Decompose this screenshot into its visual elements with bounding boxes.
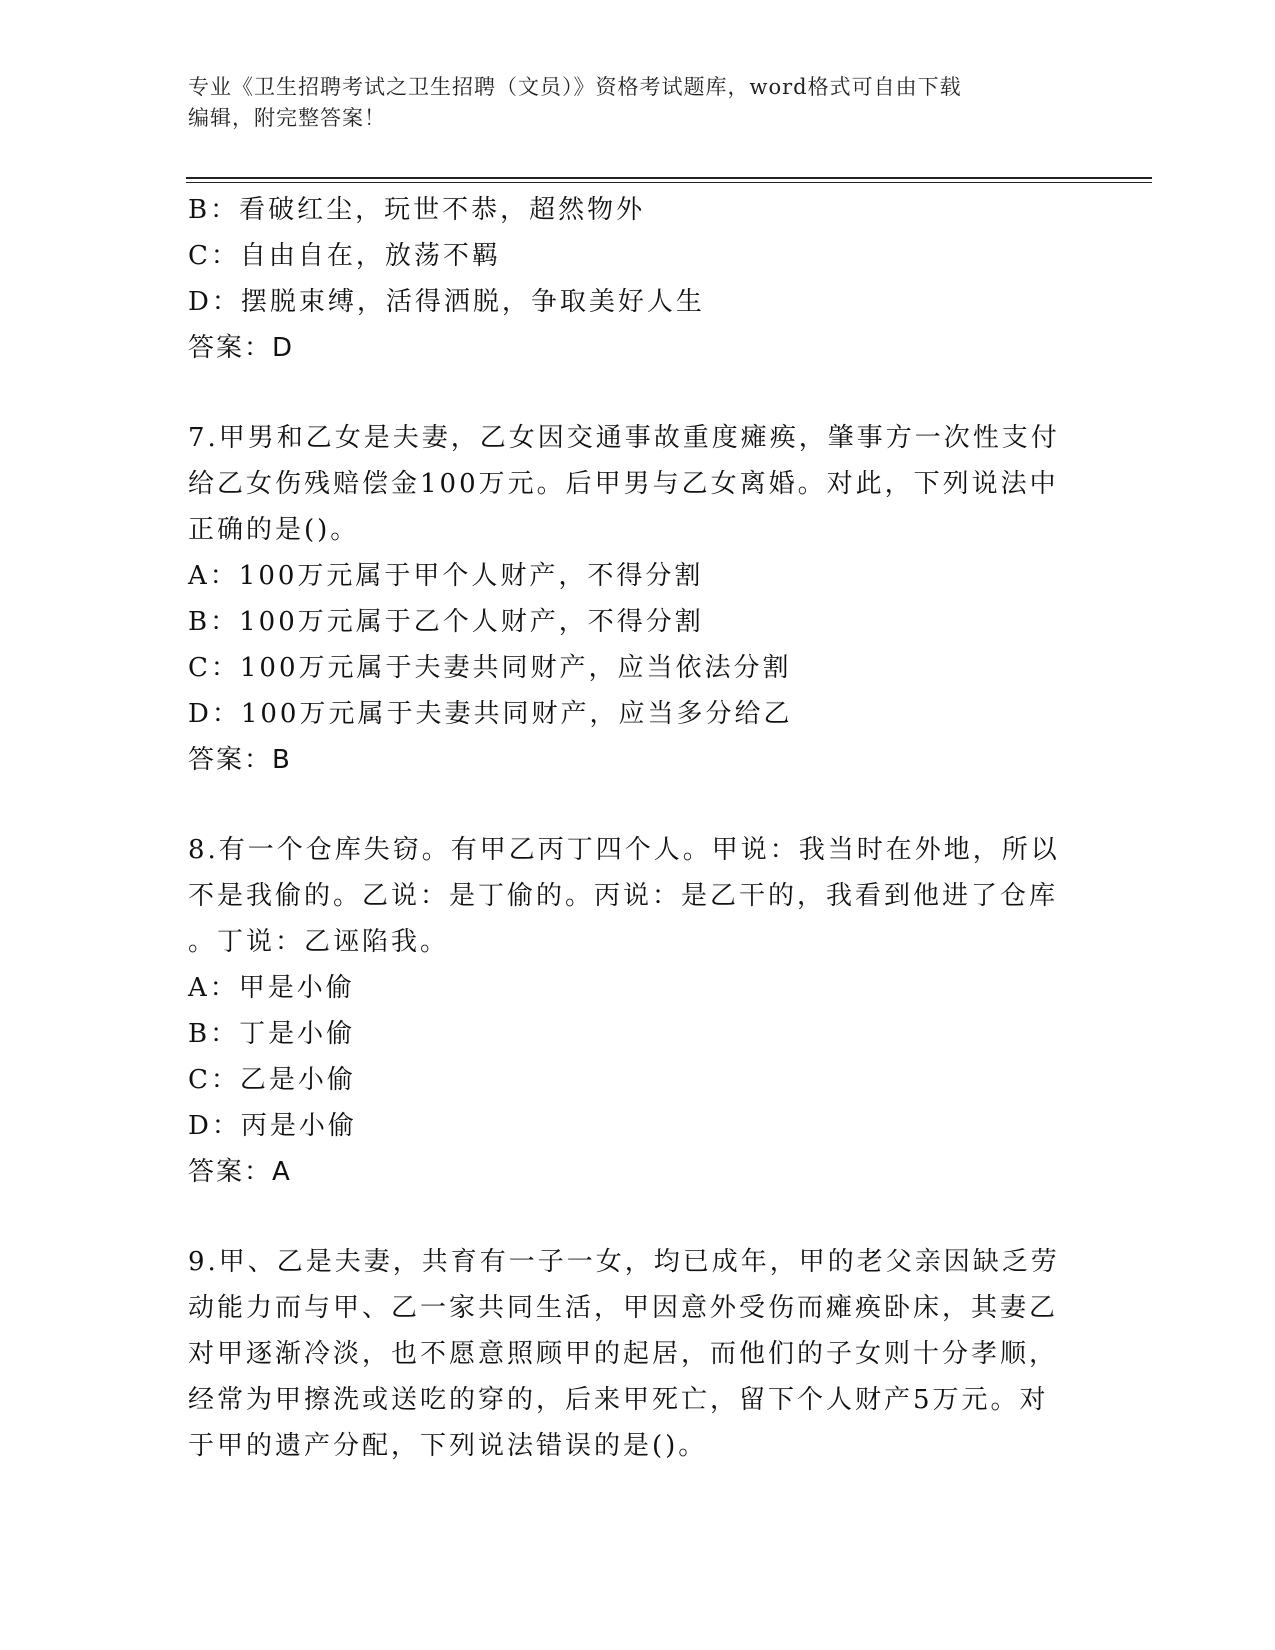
answer-line: 答案：A [188, 1157, 292, 1187]
header-line-1: 专业《卫生招聘考试之卫生招聘（文员）》资格考试题库，word格式可自由下载 [188, 75, 962, 99]
question-stem-line: 给乙女伤残赔偿金100万元。后甲男与乙女离婚。对此，下列说法中 [188, 469, 1059, 499]
header-line-2: 编辑，附完整答案！ [188, 106, 386, 130]
question-9 [188, 1239, 1068, 1469]
question-8 [188, 827, 1068, 1195]
answer-line: 答案：B [188, 745, 292, 775]
question-stem-line: 正确的是()。 [188, 515, 360, 545]
question-stem-line: 7.甲男和乙女是夫妻，乙女因交通事故重度瘫痪，肇事方一次性支付 [188, 423, 1060, 453]
question-stem-line: 对甲逐渐冷淡，也不愿意照顾甲的起居，而他们的子女则十分孝顺， [188, 1339, 1059, 1369]
previous-question-block [188, 187, 1068, 371]
question-stem-line: 于甲的遗产分配，下列说法错误的是()。 [188, 1431, 708, 1461]
option-b: B：看破红尘，玩世不恭，超然物外 [188, 195, 646, 225]
option-c: C：乙是小偷 [188, 1065, 356, 1095]
document-header [188, 72, 1088, 134]
option-d: D：100万元属于夫妻共同财产，应当多分给乙 [188, 699, 793, 729]
answer-line: 答案：D [188, 333, 295, 363]
option-a: A：100万元属于甲个人财产，不得分割 [188, 561, 704, 591]
option-c: C：100万元属于夫妻共同财产，应当依法分割 [188, 653, 792, 683]
option-b: B：丁是小偷 [188, 1019, 356, 1049]
question-stem-line: 动能力而与甲、乙一家共同生活，甲因意外受伤而瘫痪卧床，其妻乙 [188, 1293, 1059, 1323]
question-stem-line: 经常为甲擦洗或送吃的穿的，后来甲死亡，留下个人财产5万元。对 [188, 1385, 1049, 1415]
option-a: A：甲是小偷 [188, 973, 355, 1003]
question-stem-line: 不是我偷的。乙说：是丁偷的。丙说：是乙干的，我看到他进了仓库 [188, 881, 1059, 911]
question-spacer [188, 371, 1068, 415]
question-stem-line: 。丁说：乙诬陷我。 [188, 927, 450, 957]
header-rule-thick [186, 177, 1152, 179]
header-rule-thin [186, 182, 1152, 183]
question-content [188, 187, 1068, 1469]
option-c: C：自由自在，放荡不羁 [188, 241, 501, 271]
question-7 [188, 415, 1068, 783]
question-stem-line: 8.有一个仓库失窃。有甲乙丙丁四个人。甲说：我当时在外地，所以 [188, 835, 1060, 865]
option-b: B：100万元属于乙个人财产，不得分割 [188, 607, 704, 637]
question-spacer [188, 1195, 1068, 1239]
option-d: D：摆脱束缚，活得洒脱，争取美好人生 [188, 287, 705, 317]
option-d: D：丙是小偷 [188, 1111, 357, 1141]
question-stem-line: 9.甲、乙是夫妻，共育有一子一女，均已成年，甲的老父亲因缺乏劳 [188, 1247, 1060, 1277]
question-spacer [188, 783, 1068, 827]
